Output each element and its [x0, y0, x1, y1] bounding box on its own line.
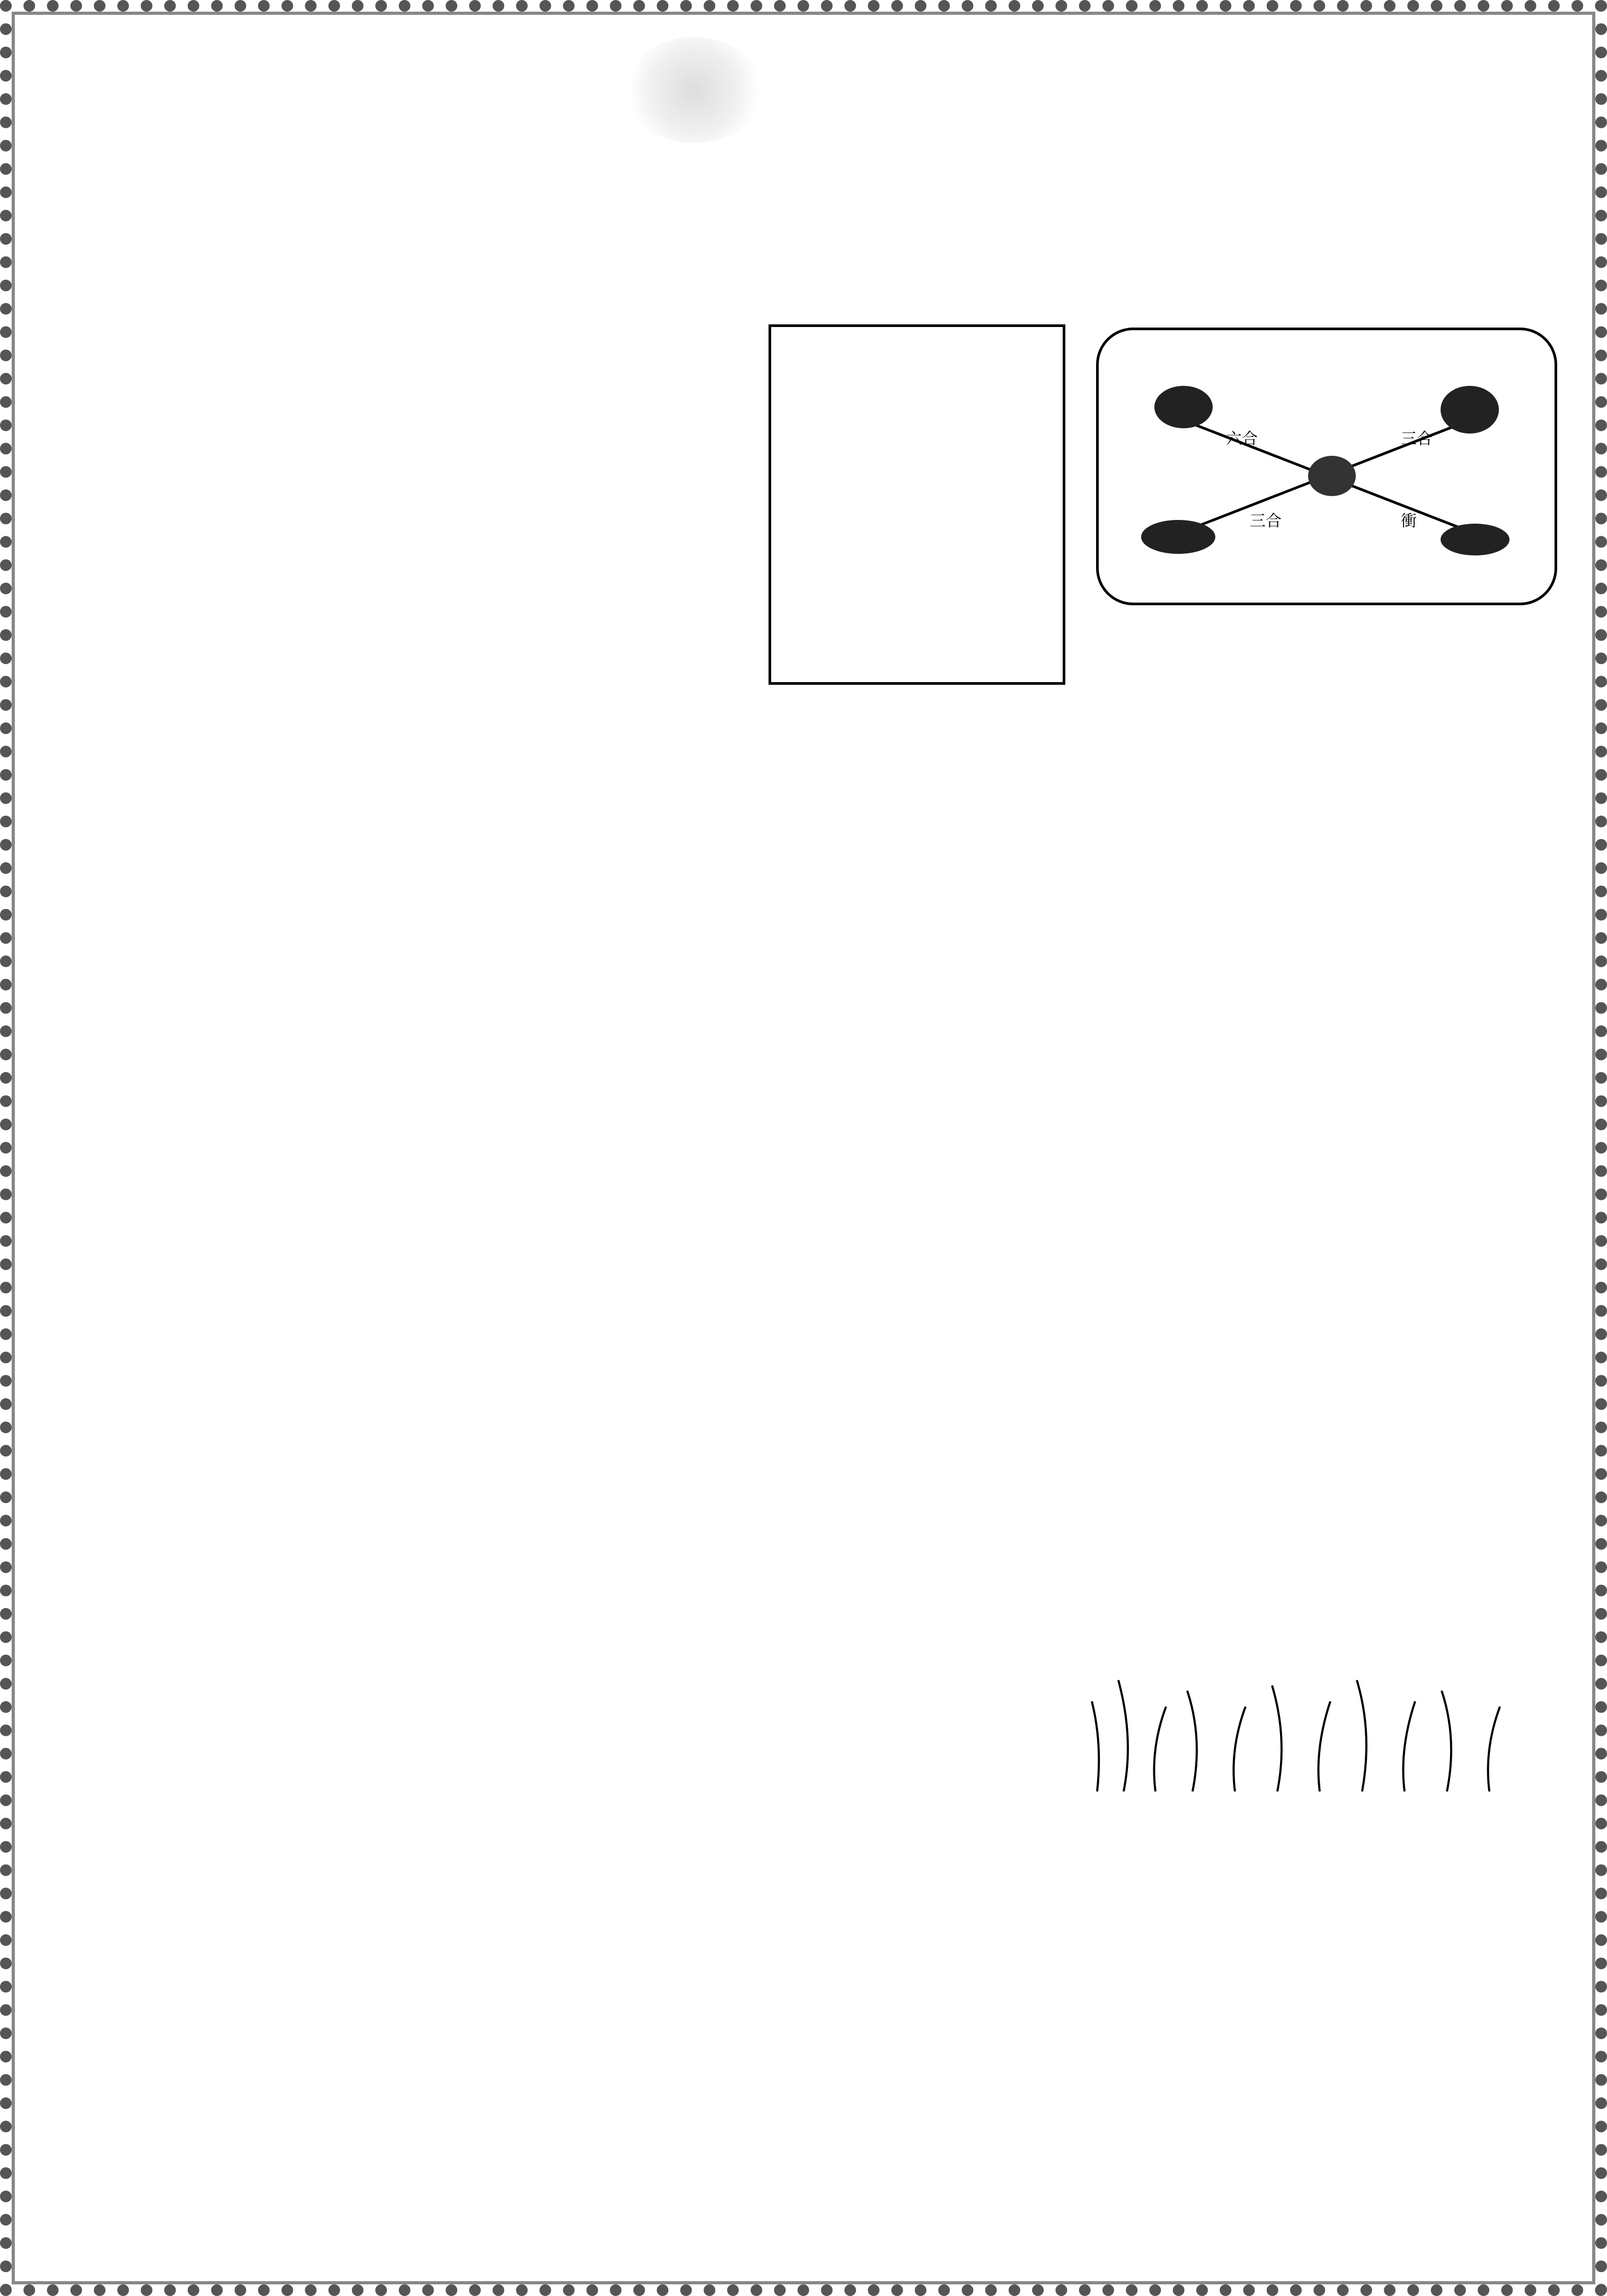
svg-text:三合: 三合 — [1250, 512, 1282, 531]
grass-decoration — [1076, 1648, 1521, 1797]
zodiac-relation-diagram — [1099, 330, 1555, 603]
svg-text:衝: 衝 — [1401, 512, 1417, 531]
zodiac-relation-box — [1096, 328, 1557, 605]
svg-text:六合: 六合 — [1226, 430, 1258, 448]
stamp-smudge — [625, 37, 763, 143]
svg-text:三合: 三合 — [1401, 430, 1433, 448]
selection-box — [769, 324, 1065, 685]
